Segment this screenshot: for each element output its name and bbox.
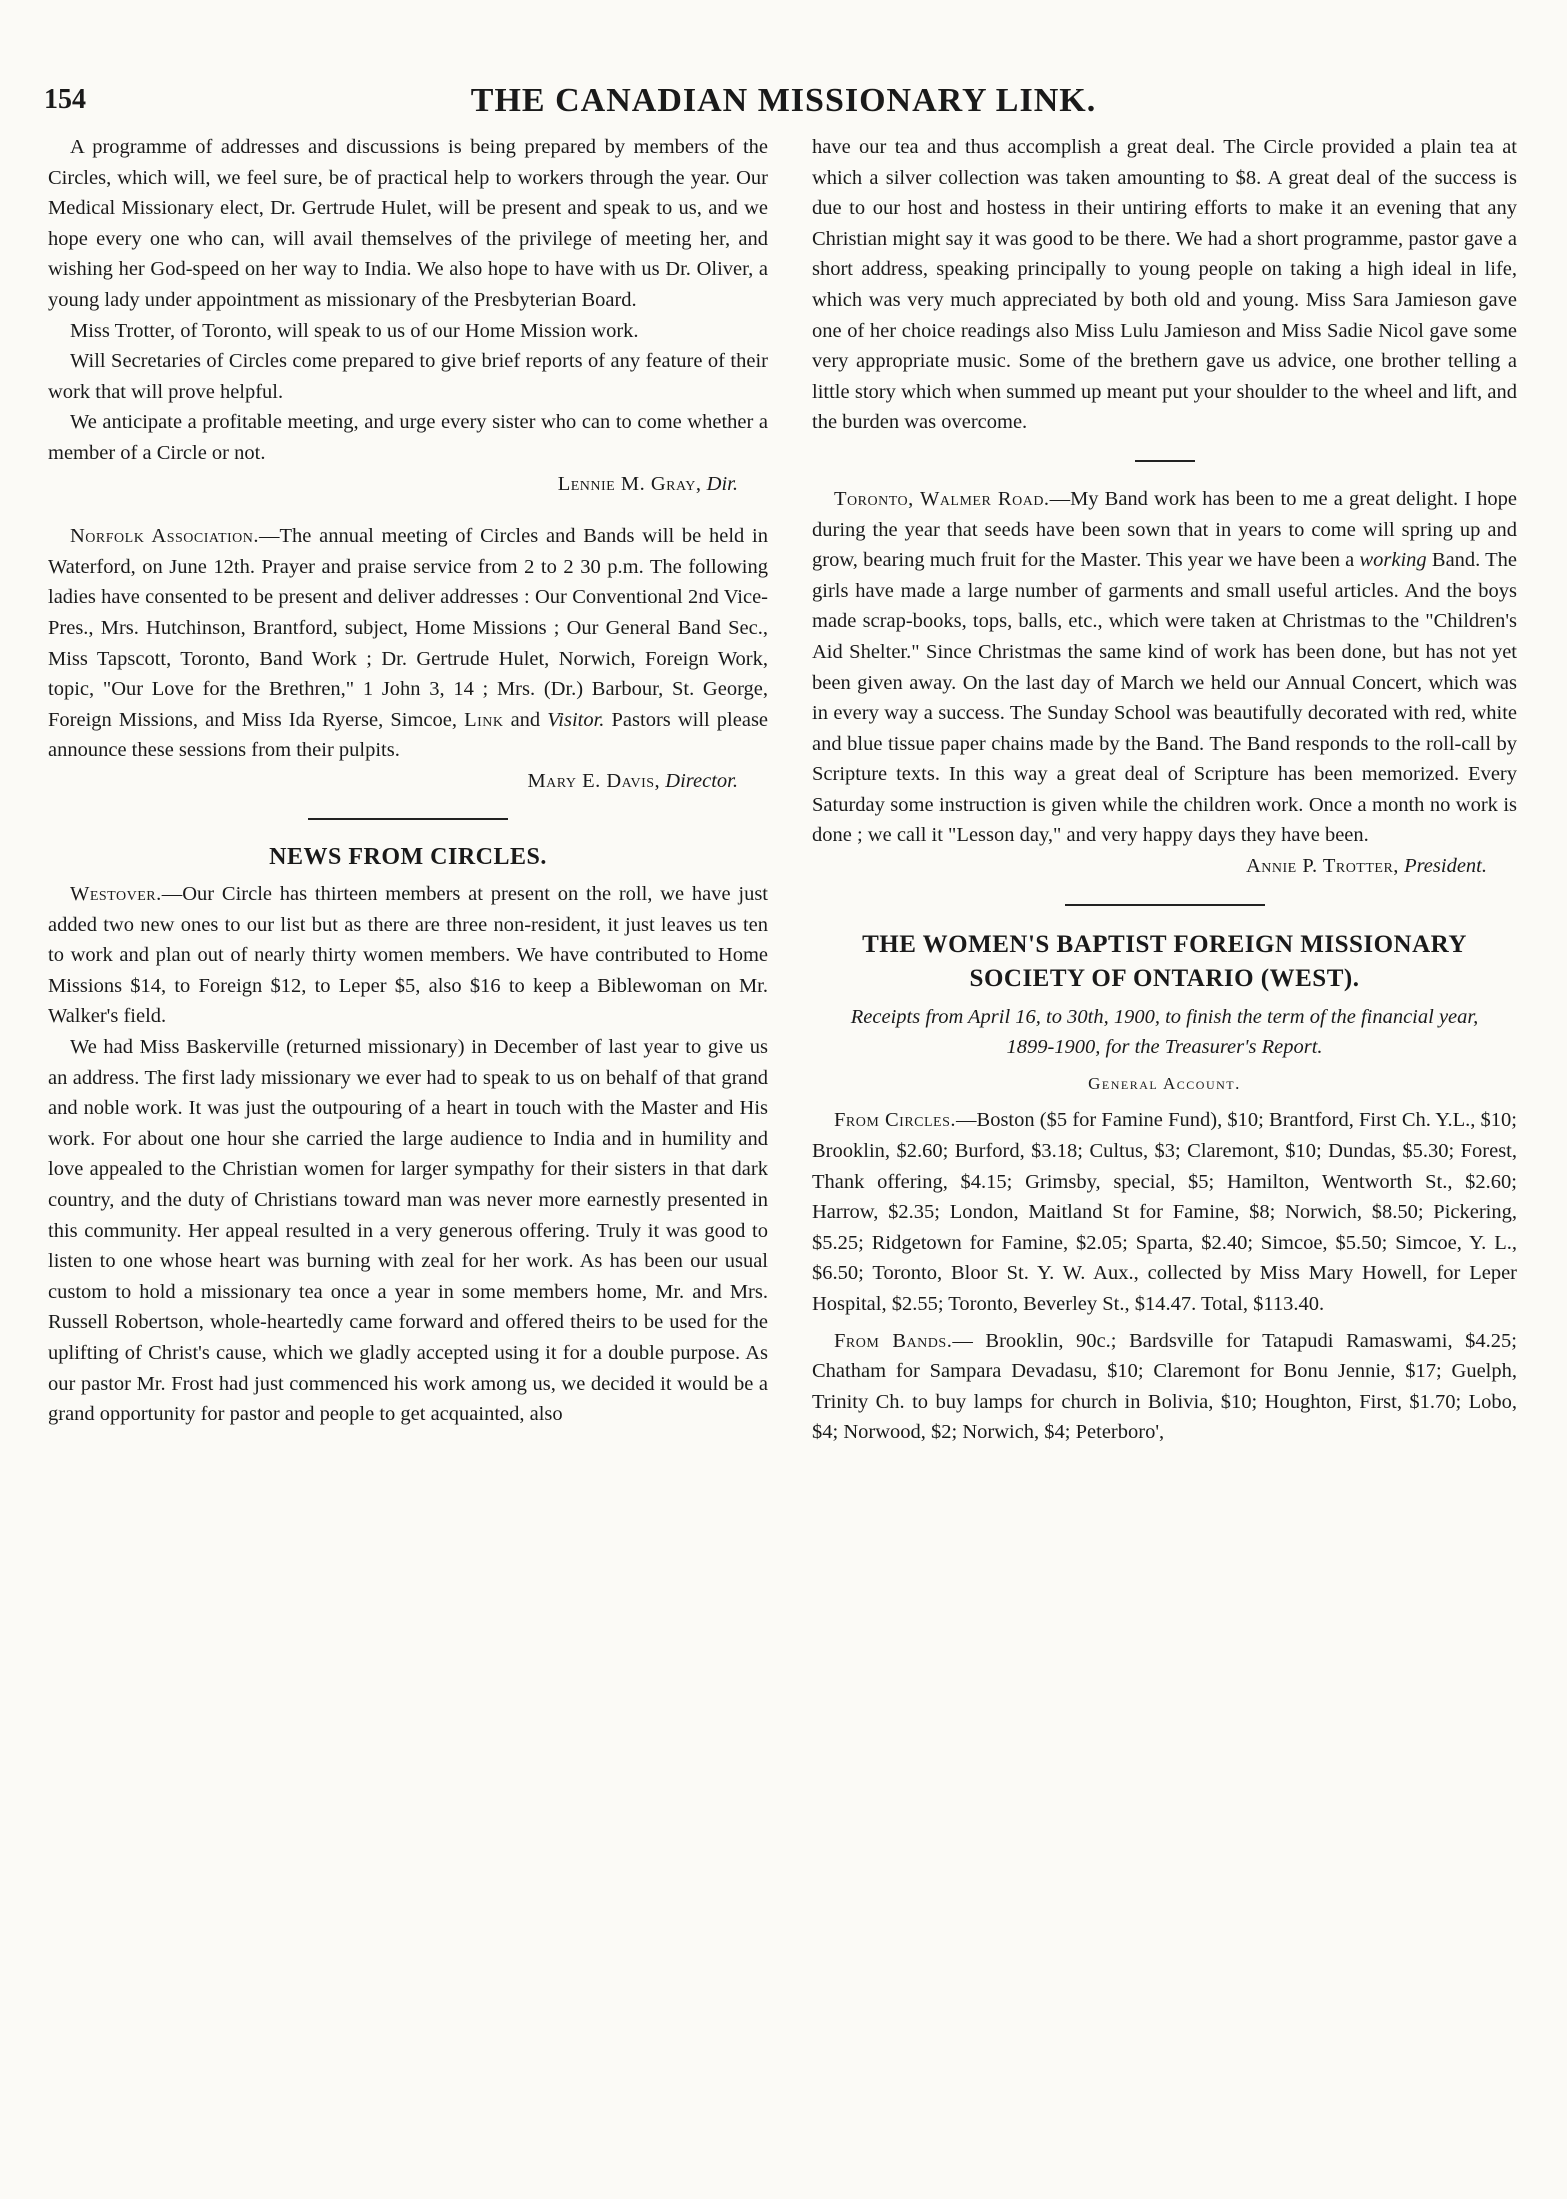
- left-column: [48, 132, 768, 1430]
- norfolk-end: Pastors will please announce these sessions from their pulpits.: [48, 708, 769, 762]
- toronto-paragraph: [812, 484, 1517, 851]
- norfolk-visitor: Visitor.: [547, 708, 605, 731]
- westover-lead: Westover.: [70, 883, 162, 906]
- bands-lead: From Bands.: [834, 1329, 953, 1352]
- westover-body: —Our Circle has thirteen members at present on the roll, we have just added two new ones to our list but as there are three non-resident, it just leaves us ten to work and plan out of nearly thirty women members. We have contributed to Home Missions $14, to Foreign $12, to Leper $5, also $16 to keep a Biblewoman on Mr. Walker's field.: [48, 883, 768, 1028]
- toronto-body-a: —My Band work has been to me a great delight. I hope during the year that seeds have been sown that in years to come will spring up and grow, bearing much fruit for the Master. This year we have been a: [812, 487, 1517, 572]
- norfolk-link: Link: [464, 708, 504, 731]
- general-account-heading: General Account.: [1088, 1073, 1241, 1093]
- page-number: 154: [44, 84, 86, 115]
- society-heading: THE WOMEN'S BAPTIST FOREIGN MISSIONARY SOCIETY OF ONTARIO (WEST).: [862, 930, 1467, 992]
- circles-body: —Boston ($5 for Famine Fund), $10; Brantford, First Ch. Y.L., $10; Brooklin, $2.60; Burford, $3.18; Cultus, $3; Claremont, $10; Dundas, $5.30; Forest, Thank offering, $4.15; Grimsby, special, $5; Hamilton, Wentworth St., $2.60; Harrow, $2.35; London, Maitland St for Famine, $8; Norwich, $8.50; Pickering, $5.25; Ridgetown for Famine, $2.05; Sparta, $2.40; Simcoe, $5.50; Simcoe, Y. L., $6.50; Toronto, Bloor St. Y. W. Aux., collected by Miss Mary Howell, for Leper Hospital, $2.55; Toronto, Beverley St., $14.47. Total, $113.40.: [812, 1109, 1517, 1315]
- signature-name: Lennie M. Gray,: [557, 472, 702, 495]
- bands-receipts: [812, 1326, 1517, 1448]
- westover-paragraph: [48, 879, 768, 1032]
- running-head: THE CANADIAN MISSIONARY LINK.: [470, 82, 1097, 119]
- norfolk-paragraph: [48, 521, 768, 766]
- baskerville-paragraph: We had Miss Baskerville (returned missionary) in December of last year to give us an address. The first lady missionary we ever had to speak to us on behalf of that grand and noble work. It was just the outpouring of a heart in touch with the Master and His work. For about one hour she carried the large audience to India and in humility and love appealed to the Christian women for larger sympathy for their sisters in that dark country, and the duty of Christians toward man was never more earnestly presented in this community. Her appeal resulted in a very generous offering. Truly it was good to listen to one whose heart was burning with zeal for her work. As has been our usual custom to hold a missionary tea once a year in some members home, Mr. and Mrs. Russell Robertson, whole-heartedly came forward and offered theirs to be used for the uplifting of Christ's cause, which we gladly accepted using it for a double purpose. As our pastor Mr. Frost had just commenced his work among us, we decided it would be a grand opportunity for pastor and people to get acquainted, also: [48, 1036, 768, 1426]
- news-heading: NEWS FROM CIRCLES.: [269, 844, 547, 871]
- norfolk-body: —The annual meeting of Circles and Bands will be held in Waterford, on June 12th. Prayer and praise service from 2 to 2 30 p.m. The following ladies have consented to be present and deliver addresses : Our Conventional 2nd Vice-Pres., Mrs. Hutchinson, Brantford, subject, Home Missions ; Our General Band Sec., Miss Tapscott, Toronto, Band Work ; Dr. Gertrude Hulet, Norwich, Foreign Work, topic, "Our Love for the Brethren," 1 John 3, 14 ; Mrs. (Dr.) Barbour, St. George, Foreign Missions, and Miss Ida Ryerse, Simcoe,: [48, 525, 768, 731]
- signature-davis: [48, 766, 768, 797]
- signature-title: Dir.: [706, 472, 738, 495]
- programme-paragraph: A programme of addresses and discussions is being prepared by members of the Circles, which will, we feel sure, be of practical help to workers through the year. Our Medical Missionary elect, Dr. Gertrude Hulet, will be present and speak to us, and we hope every one who can, will avail themselves of the privilege of meeting her, and wishing her God-speed on her way to India. We also hope to have with us Dr. Oliver, a young lady under appointment as missionary of the Presbyterian Board.: [48, 136, 768, 311]
- signature-gray: [48, 469, 768, 500]
- anticipate-paragraph: We anticipate a profitable meeting, and urge every sister who can to come whether a member of a Circle or not.: [48, 411, 768, 464]
- signature-title: President.: [1404, 855, 1487, 878]
- secretaries-paragraph: Will Secretaries of Circles come prepared to give brief reports of any feature of their work that will prove helpful.: [48, 350, 768, 403]
- circles-lead: From Circles.: [834, 1109, 957, 1132]
- toronto-lead: Toronto, Walmer Road.: [834, 487, 1050, 510]
- circles-receipts: [812, 1105, 1517, 1319]
- toronto-working: working: [1359, 549, 1427, 572]
- receipts-subheading: Receipts from April 16, to 30th, 1900, to finish the term of the financial year, 1899-1900, for the Treasurer's Report.: [850, 1005, 1479, 1059]
- norfolk-lead: Norfolk Association.: [70, 525, 260, 548]
- bands-body: — Brooklin, 90c.; Bardsville for Tatapudi Ramaswami, $4.25; Chatham for Sampara Devadasu, $10; Claremont for Bonu Jennie, $17; Guelph, Trinity Ch. to buy lamps for church in Bolivia, $10; Houghton, First, $1.70; Lobo, $4; Norwood, $2; Norwich, $4; Peterboro',: [812, 1329, 1517, 1444]
- norfolk-and: and: [510, 708, 541, 731]
- signature-trotter: [812, 851, 1517, 882]
- signature-name: Annie P. Trotter,: [1245, 855, 1399, 878]
- right-column: [812, 132, 1517, 1448]
- toronto-body-b: Band. The girls have made a large number of garments and small useful articles. And the boys made scrap-books, tops, balls, etc., which were taken at Christmas to the "Children's Aid Shelter." Since Christmas the same kind of work has been done, but has not yet been given away. On the last day of March we held our Annual Concert, which was in every way a success. The Sunday School was beautifully decorated with red, white and blue tissue paper chains made by the Band. The Band responds to the roll-call by Scripture texts. In this way a great deal of Scripture has been memorized. Every Saturday some instruction is given while the children work. Once a month no work is done ; we call it "Lesson day," and very happy days they have been.: [812, 549, 1517, 847]
- tea-paragraph: have our tea and thus accomplish a great deal. The Circle provided a plain tea at which a silver collection was taken amounting to $8. A great deal of the success is due to our host and hostess in their untiring efforts to make it an evening that any Christian might say it was good to be there. We had a short programme, pastor gave a short address, speaking principally to young people on taking a high ideal in life, which was very much appreciated by both old and young. Miss Sara Jamieson gave one of her choice readings also Miss Lulu Jamieson and Miss Sadie Nicol gave some very appropriate music. Some of the brethern gave us advice, one brother telling a little story which when summed up meant put your shoulder to the wheel and lift, and the burden was overcome.: [812, 136, 1517, 434]
- trotter-paragraph: Miss Trotter, of Toronto, will speak to us of our Home Mission work.: [70, 319, 639, 342]
- signature-name: Mary E. Davis,: [527, 769, 661, 792]
- signature-title: Director.: [665, 769, 738, 792]
